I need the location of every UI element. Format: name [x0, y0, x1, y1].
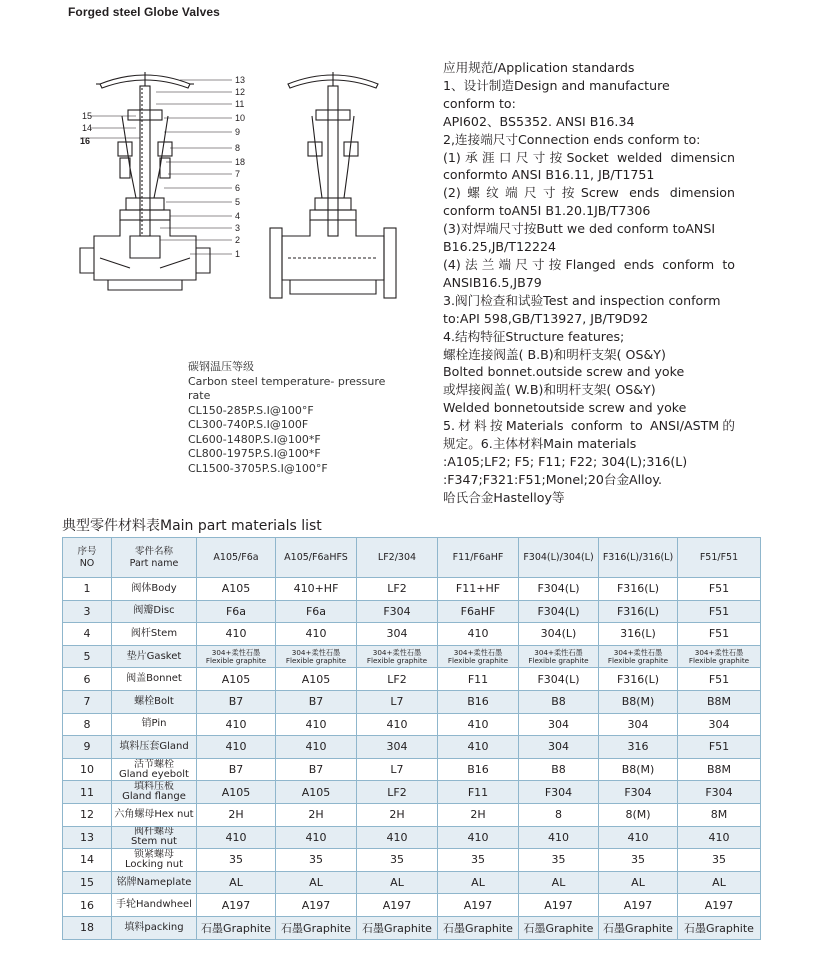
material-cell-line: Flexible graphite	[607, 655, 669, 665]
material-cell: 410	[197, 736, 276, 759]
material-cell-line: Flexible graphite	[366, 655, 428, 665]
pressure-line: CL600-1480P.S.I@100*F	[188, 432, 321, 446]
column-header	[112, 538, 197, 578]
column-header	[63, 538, 112, 578]
row-number: 15	[63, 871, 112, 894]
material-cell: F11	[438, 668, 519, 691]
material-cell: F6a	[276, 600, 357, 623]
table-row	[63, 600, 761, 623]
material-cell: B8(M)	[599, 690, 678, 713]
standards-line: conformto ANSI B16.11, JB/T1751	[443, 167, 655, 183]
standards-line: (4)法兰端尺寸按Flanged ends conform to	[443, 256, 735, 272]
material-cell: AL	[678, 871, 761, 894]
row-number: 14	[63, 849, 112, 872]
standards-line: :F347;F321:F51;Monel;20台金Alloy.	[443, 471, 663, 487]
material-cell: 35	[357, 849, 438, 872]
column-header	[599, 538, 678, 578]
callout-3: 3	[235, 223, 241, 233]
material-cell: B7	[197, 690, 276, 713]
material-cell: F51	[678, 578, 761, 601]
material-cell: 石墨Graphite	[599, 916, 678, 939]
callout-12: 12	[235, 87, 246, 97]
material-cell: LF2	[357, 781, 438, 804]
material-cell: 410	[276, 736, 357, 759]
material-cell: 304	[519, 713, 599, 736]
material-cell: F304	[599, 781, 678, 804]
column-header-text: F316(L)/316(L)	[602, 551, 674, 563]
row-number: 1	[63, 578, 112, 601]
material-cell: A105	[197, 668, 276, 691]
callout-16: 16	[80, 136, 91, 146]
material-cell: 8(M)	[599, 803, 678, 826]
material-cell: 石墨Graphite	[678, 916, 761, 939]
material-cell: B7	[276, 758, 357, 781]
material-cell: 304	[519, 736, 599, 759]
material-cell: L7	[357, 690, 438, 713]
material-cell	[197, 645, 276, 668]
material-cell: 2H	[357, 803, 438, 826]
material-cell: F11	[438, 781, 519, 804]
callout-5: 5	[235, 197, 241, 207]
material-cell: F51	[678, 600, 761, 623]
material-cell: F51	[678, 623, 761, 646]
part-name-subtext: Locking nut	[124, 858, 184, 870]
material-cell-line: 304+柔性石墨	[534, 647, 583, 657]
material-cell-line: 304+柔性石墨	[613, 647, 663, 657]
material-cell: F11+HF	[438, 578, 519, 601]
table-row	[63, 916, 761, 939]
table-row	[63, 894, 761, 917]
column-header	[197, 538, 276, 578]
material-cell: F304	[678, 781, 761, 804]
part-name-text: 填料压板	[134, 781, 174, 793]
material-cell: 410+HF	[276, 578, 357, 601]
material-cell: 410	[438, 826, 519, 849]
material-cell: 35	[599, 849, 678, 872]
material-cell-line: 304+柔性石墨	[453, 647, 503, 657]
column-header	[678, 538, 761, 578]
table-row	[63, 713, 761, 736]
material-cell: 304	[357, 736, 438, 759]
table-row	[63, 849, 761, 872]
table-row	[63, 690, 761, 713]
standards-line: conform to:	[443, 95, 516, 111]
part-name-text: 阀瓣Disc	[133, 605, 175, 617]
column-header-text: 零件名称	[134, 545, 173, 557]
table-row	[63, 781, 761, 804]
material-cell: 35	[519, 849, 599, 872]
material-cell: B8M	[678, 690, 761, 713]
part-name-text: 锁紧螺母	[134, 848, 174, 860]
material-cell	[276, 645, 357, 668]
material-cell: A197	[276, 894, 357, 917]
material-cell: AL	[276, 871, 357, 894]
table-row	[63, 826, 761, 849]
part-name-text: 垫片Gasket	[126, 650, 182, 662]
material-cell: A197	[438, 894, 519, 917]
pressure-line: rate	[188, 389, 211, 402]
standards-line: 螺栓连接阀盖( B.B)和明杆支架( OS&Y)	[443, 346, 666, 362]
material-cell: 304	[678, 713, 761, 736]
material-cell: F51	[678, 668, 761, 691]
application-standards	[443, 59, 735, 507]
material-cell: 35	[197, 849, 276, 872]
part-name-text: 阀盖Bonnet	[126, 673, 182, 685]
material-cell: B7	[276, 690, 357, 713]
standards-line: 5.材料按Materials conform to ANSI/ASTM的	[443, 418, 735, 434]
callout-2: 2	[235, 235, 241, 245]
table-row	[63, 758, 761, 781]
part-name	[112, 600, 197, 623]
column-header-text: LF2/304	[377, 551, 417, 563]
part-name	[112, 690, 197, 713]
material-cell: 35	[678, 849, 761, 872]
column-header-text: F304(L)/304(L)	[523, 551, 594, 563]
material-cell: 35	[438, 849, 519, 872]
material-cell	[357, 645, 438, 668]
part-name-subtext: Stem nut	[131, 836, 177, 848]
row-number: 3	[63, 600, 112, 623]
standards-line: (2)螺纹端尺寸按Screw ends dimension	[443, 185, 735, 201]
callout-10: 10	[235, 113, 246, 123]
material-cell: 304(L)	[519, 623, 599, 646]
standards-line: ANSIB16.5,JB79	[443, 274, 542, 290]
standards-line: 规定。6.主体材料Main materials	[443, 436, 637, 452]
material-cell: 410	[357, 713, 438, 736]
table-row	[63, 645, 761, 668]
material-cell: AL	[438, 871, 519, 894]
part-name-subtext: Gland flange	[122, 791, 186, 803]
material-cell: LF2	[357, 578, 438, 601]
material-cell: 石墨Graphite	[357, 916, 438, 939]
callout-9: 9	[235, 127, 241, 137]
column-header-subtext: Part name	[129, 557, 179, 569]
part-name	[112, 826, 197, 849]
material-cell: A197	[519, 894, 599, 917]
table-row	[63, 803, 761, 826]
column-header	[357, 538, 438, 578]
material-cell: 410	[519, 826, 599, 849]
part-name	[112, 894, 197, 917]
material-cell-line: 304+柔性石墨	[694, 647, 744, 657]
material-cell: 2H	[197, 803, 276, 826]
material-cell: F304(L)	[519, 668, 599, 691]
part-name-text: 阀杆螺母	[134, 826, 174, 838]
material-cell	[438, 645, 519, 668]
material-cell: 410	[197, 713, 276, 736]
material-cell: 410	[276, 713, 357, 736]
callout-4: 4	[235, 211, 241, 221]
pressure-line: CL300-740P.S.I@100F	[188, 418, 309, 431]
material-cell: 316	[599, 736, 678, 759]
material-cell: 410	[197, 623, 276, 646]
part-name	[112, 803, 197, 826]
material-cell: F316(L)	[599, 578, 678, 601]
material-cell: 304	[599, 713, 678, 736]
material-cell: 410	[438, 713, 519, 736]
material-cell: A197	[197, 894, 276, 917]
part-name	[112, 623, 197, 646]
callout-14: 14	[82, 123, 93, 133]
part-name	[112, 578, 197, 601]
row-number: 8	[63, 713, 112, 736]
column-header-text: F11/F6aHF	[452, 551, 504, 563]
part-name	[112, 736, 197, 759]
material-cell: 410	[276, 826, 357, 849]
standards-line: API602、BS5352. ANSI B16.34	[443, 113, 635, 129]
material-cell: 304	[357, 623, 438, 646]
material-cell: A105	[197, 781, 276, 804]
standards-line: 2,连接端尺寸Connection ends conform to:	[443, 131, 701, 147]
part-name-text: 手轮Handwheel	[116, 899, 192, 911]
standards-line: 1、设计制造Design and manufacture	[443, 77, 670, 93]
material-cell: 石墨Graphite	[438, 916, 519, 939]
material-cell: A197	[678, 894, 761, 917]
standards-line: (1)承涯口尺寸按Socket welded dimensicn	[443, 149, 735, 165]
material-cell: 2H	[438, 803, 519, 826]
material-cell: B8	[519, 690, 599, 713]
row-number: 10	[63, 758, 112, 781]
standards-line: 4.结构特征Structure features;	[443, 328, 625, 344]
material-cell: 石墨Graphite	[276, 916, 357, 939]
material-cell: B8(M)	[599, 758, 678, 781]
column-header	[438, 538, 519, 578]
material-cell: A105	[276, 781, 357, 804]
material-cell: L7	[357, 758, 438, 781]
standards-line: 哈氏合金Hastelloy等	[443, 489, 565, 505]
callout-7: 7	[235, 169, 241, 179]
pressure-line: Carbon steel temperature- pressure	[188, 374, 386, 388]
material-cell: AL	[519, 871, 599, 894]
part-name-text: 阀杆Stem	[130, 627, 178, 639]
part-name-text: 销Pin	[141, 718, 167, 730]
material-cell: LF2	[357, 668, 438, 691]
material-cell: 石墨Graphite	[519, 916, 599, 939]
row-number: 4	[63, 623, 112, 646]
callout-1: 1	[235, 249, 241, 259]
callout-8: 8	[235, 143, 241, 153]
material-cell: F304(L)	[519, 578, 599, 601]
material-cell: AL	[357, 871, 438, 894]
standards-line: conform toAN5I B1.20.1JB/T7306	[443, 203, 651, 219]
column-header-text: 序号	[77, 545, 97, 557]
material-cell	[678, 645, 761, 668]
standards-line: (3)对焊端尺寸按Butt we ded conform toANSI	[443, 221, 716, 237]
material-cell-line: Flexible graphite	[447, 655, 509, 665]
row-number: 7	[63, 690, 112, 713]
row-number: 18	[63, 916, 112, 939]
column-header-text: A105/F6aHFS	[284, 551, 348, 563]
pressure-line: 碳钢温压等级	[188, 360, 254, 373]
material-cell: F316(L)	[599, 600, 678, 623]
material-cell: B16	[438, 690, 519, 713]
material-cell: A197	[357, 894, 438, 917]
material-cell: B7	[197, 758, 276, 781]
part-name	[112, 871, 197, 894]
pressure-rating	[188, 360, 385, 476]
row-number: 13	[63, 826, 112, 849]
standards-line: B16.25,JB/T12224	[443, 239, 557, 255]
material-cell: B8M	[678, 758, 761, 781]
materials-table	[62, 537, 761, 940]
column-header	[276, 538, 357, 578]
part-name-text: 填料压套Gland	[119, 740, 189, 752]
standards-line: Bolted bonnet.outside screw and yoke	[443, 364, 685, 380]
material-cell: 410	[599, 826, 678, 849]
material-cell: B16	[438, 758, 519, 781]
materials-list-title: 典型零件材料表Main part materials list	[62, 518, 322, 534]
row-number: 6	[63, 668, 112, 691]
part-name	[112, 758, 197, 781]
valve-drawing	[60, 58, 440, 318]
material-cell: 316(L)	[599, 623, 678, 646]
material-cell: B8	[519, 758, 599, 781]
material-cell	[599, 645, 678, 668]
table-row	[63, 736, 761, 759]
material-cell: 2H	[276, 803, 357, 826]
standards-line: 或焊接阀盖( W.B)和明杆支架( OS&Y)	[443, 382, 656, 398]
part-name-text: 螺栓Bolt	[134, 695, 174, 707]
material-cell: F6aHF	[438, 600, 519, 623]
standards-line: to:API 598,GB/T13927, JB/T9D92	[443, 310, 649, 326]
callout-11: 11	[235, 99, 245, 109]
standards-line: :A105;LF2; F5; F11; F22; 304(L);316(L)	[443, 453, 688, 469]
material-cell: 8	[519, 803, 599, 826]
material-cell: A105	[276, 668, 357, 691]
material-cell: 410	[438, 736, 519, 759]
material-cell: F304	[519, 781, 599, 804]
table-header-row	[63, 538, 761, 578]
page-title: Forged steel Globe Valves	[68, 5, 220, 19]
material-cell: AL	[197, 871, 276, 894]
part-name-text: 活节螺栓	[134, 758, 174, 770]
material-cell: 410	[357, 826, 438, 849]
material-cell-line: Flexible graphite	[688, 655, 750, 665]
material-cell: 石墨Graphite	[197, 916, 276, 939]
material-cell: 410	[197, 826, 276, 849]
part-name	[112, 781, 197, 804]
material-cell: F304	[357, 600, 438, 623]
part-name	[112, 645, 197, 668]
pressure-line: CL800-1975P.S.I@100*F	[188, 447, 321, 460]
material-cell: 8M	[678, 803, 761, 826]
standards-line: 应用规范/Application standards	[443, 60, 635, 75]
callout-6: 6	[235, 183, 241, 193]
callout-18: 18	[235, 157, 246, 167]
table-row	[63, 578, 761, 601]
part-name-text: 六角螺母Hex nut	[114, 808, 194, 820]
part-name	[112, 713, 197, 736]
material-cell-line: 304+柔性石墨	[291, 647, 341, 657]
material-cell-line: 304+柔性石墨	[211, 647, 261, 657]
part-name	[112, 916, 197, 939]
material-cell: F51	[678, 736, 761, 759]
material-cell: 35	[276, 849, 357, 872]
material-cell: A105	[197, 578, 276, 601]
material-cell: F304(L)	[519, 600, 599, 623]
part-name	[112, 668, 197, 691]
column-header	[519, 538, 599, 578]
row-number: 5	[63, 645, 112, 668]
table-row	[63, 668, 761, 691]
row-number: 11	[63, 781, 112, 804]
callout-13: 13	[235, 75, 246, 85]
material-cell: 410	[276, 623, 357, 646]
table-row	[63, 623, 761, 646]
material-cell-line: 304+柔性石墨	[372, 647, 422, 657]
material-cell-line: Flexible graphite	[528, 655, 589, 665]
part-name	[112, 849, 197, 872]
part-name-text: 铭牌Nameplate	[116, 876, 192, 888]
table-row	[63, 871, 761, 894]
pressure-line: CL1500-3705P.S.I@100°F	[188, 461, 328, 475]
callout-15: 15	[82, 111, 93, 121]
material-cell: F6a	[197, 600, 276, 623]
part-name-text: 填料packing	[124, 921, 184, 933]
part-name-text: 阀体Body	[131, 582, 177, 594]
material-cell: 410	[678, 826, 761, 849]
standards-line: Welded bonnetoutside screw and yoke	[443, 400, 687, 416]
row-number: 9	[63, 736, 112, 759]
row-number: 12	[63, 803, 112, 826]
material-cell: 410	[438, 623, 519, 646]
pressure-line: CL150-285P.S.I@100°F	[188, 403, 314, 417]
column-header-subtext: NO	[79, 557, 95, 569]
row-number: 16	[63, 894, 112, 917]
material-cell: F316(L)	[599, 668, 678, 691]
material-cell-line: Flexible graphite	[205, 655, 267, 665]
standards-line: 3.阀门检查和试验Test and inspection conform	[443, 292, 721, 308]
material-cell: A197	[599, 894, 678, 917]
material-cell	[519, 645, 599, 668]
column-header-text: A105/F6a	[213, 551, 259, 563]
part-name-subtext: Gland eyebolt	[119, 768, 189, 780]
material-cell-line: Flexible graphite	[285, 655, 347, 665]
column-header-text: F51/F51	[699, 551, 739, 563]
material-cell: AL	[599, 871, 678, 894]
